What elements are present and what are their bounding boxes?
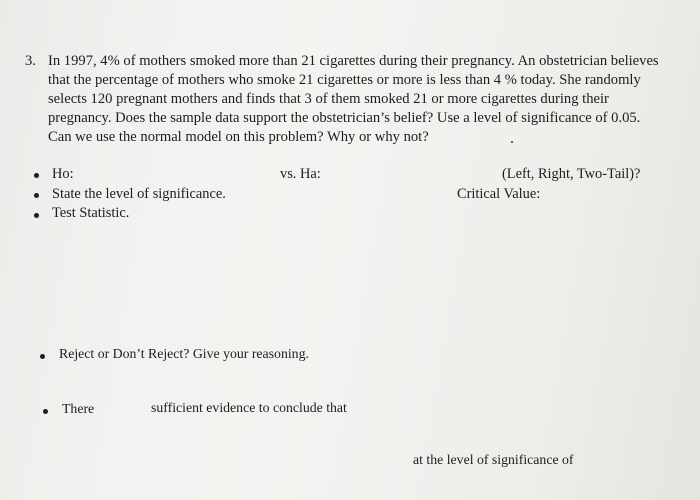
bullet xyxy=(34,213,39,218)
critical-value-label: Critical Value: xyxy=(457,186,541,202)
conclusion-sufficient: sufficient evidence to conclude that xyxy=(151,400,347,415)
problem-text xyxy=(48,52,659,147)
problem-line: that the percentage of mothers who smoke 21 cigarettes or more is less than 4 % today. She randomly xyxy=(48,72,641,88)
bullet xyxy=(43,409,48,414)
conclusion-level: at the level of significance of xyxy=(413,452,574,467)
conclusion-there: There xyxy=(62,401,95,416)
bullet xyxy=(40,354,45,359)
problem-line: pregnancy. Does the sample data support the obstetrician’s belief? Use a level of significance of 0.05. xyxy=(48,110,641,126)
problem-line: selects 120 pregnant mothers and finds that 3 of them smoked 21 or more cigarettes during their xyxy=(48,91,609,107)
reject-prompt: Reject or Don’t Reject? Give your reasoning. xyxy=(59,346,309,361)
stray-mark xyxy=(511,141,513,143)
tail-question: (Left, Right, Two-Tail)? xyxy=(502,166,641,182)
bullet xyxy=(34,193,39,198)
significance-prompt: State the level of significance. xyxy=(52,186,226,202)
problem-number: 3. xyxy=(25,53,36,69)
test-statistic-prompt: Test Statistic. xyxy=(52,205,130,221)
bullet xyxy=(34,173,39,178)
problem-line: In 1997, 4% of mothers smoked more than 21 cigarettes during their pregnancy. An obstetrician believes xyxy=(48,53,659,69)
ho-label: Ho: xyxy=(52,166,74,182)
ha-label: vs. Ha: xyxy=(280,166,321,182)
problem-line: Can we use the normal model on this problem? Why or why not? xyxy=(48,129,429,145)
